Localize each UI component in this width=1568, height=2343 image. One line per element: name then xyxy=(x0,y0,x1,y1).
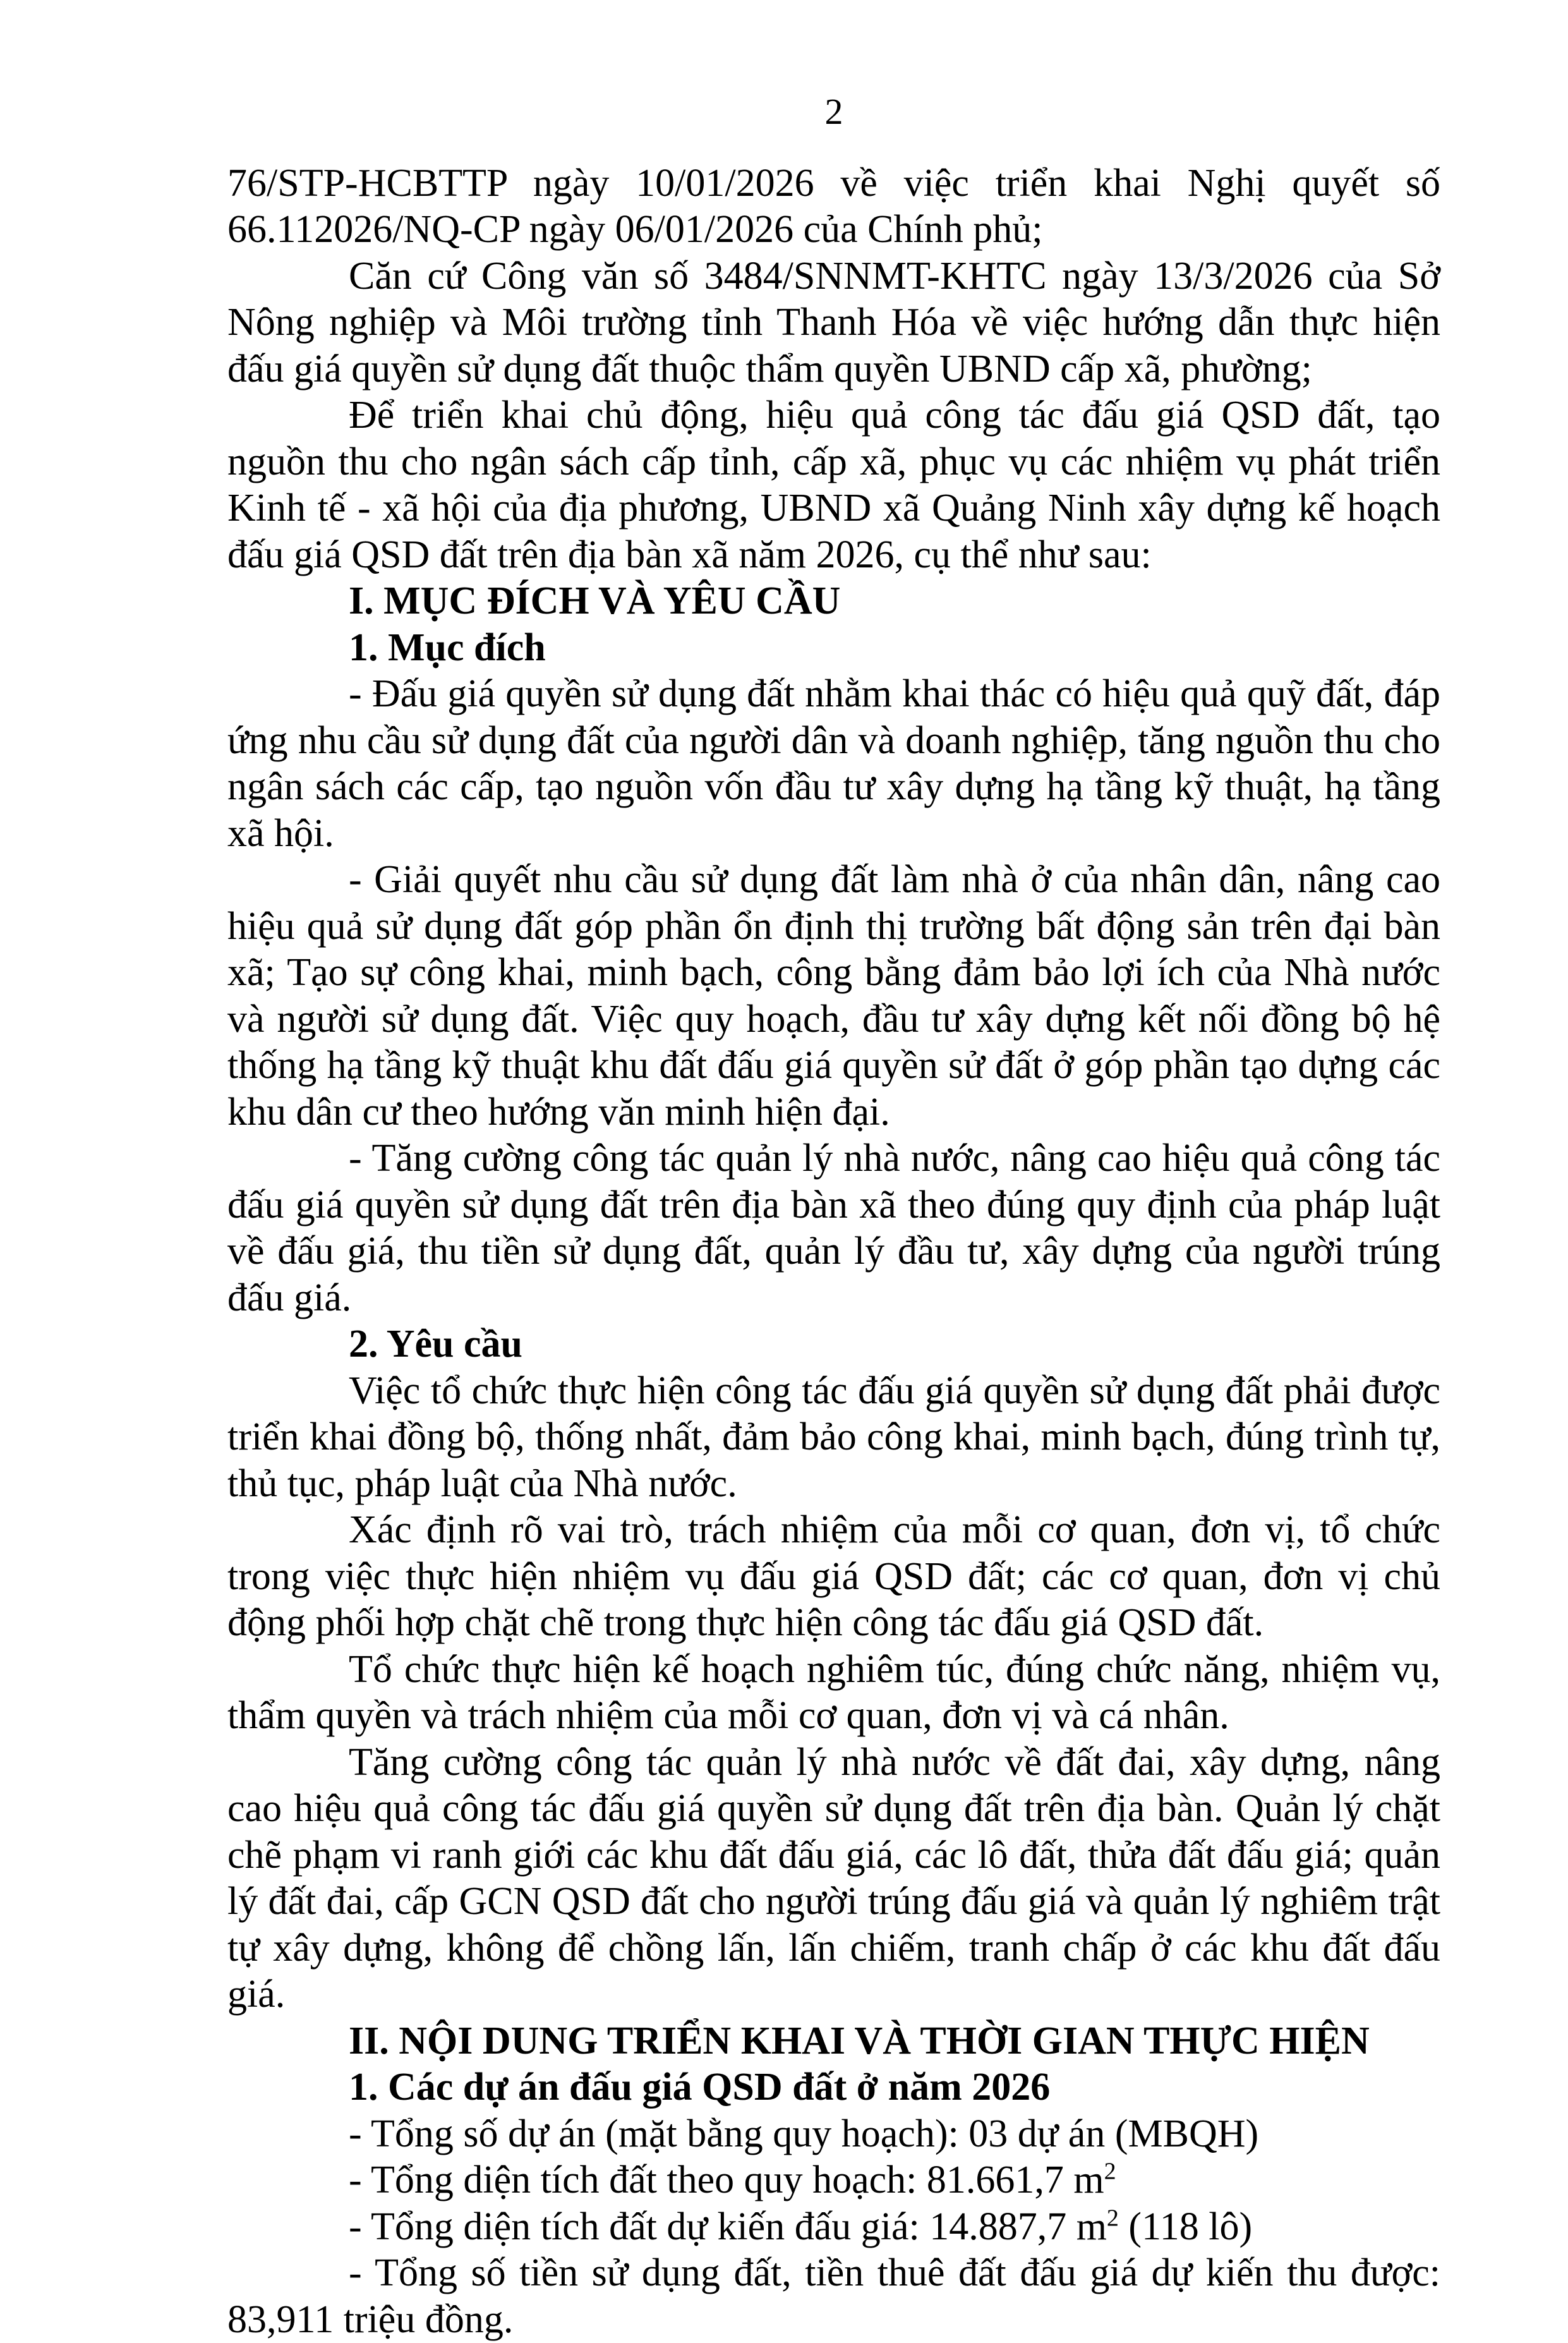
purpose-item: - Đấu giá quyền sử dụng đất nhằm khai thác có hiệu quả quỹ đất, đáp ứng nhu cầu sử dụng đất của người dân và doanh nghiệp, tăng nguồn thu cho ngân sách các cấp, tạo nguồn vốn đầu tư xây dựng hạ tầng kỹ thuật, hạ tầng xã hội. xyxy=(227,672,1440,855)
page-number: 2 xyxy=(824,91,843,132)
auction-area-unit-exponent: 2 xyxy=(1106,2204,1119,2231)
section-2-1-heading: 1. Các dự án đấu giá QSD đất ở năm 2026 xyxy=(349,2066,1051,2109)
section-1-heading: I. MỤC ĐÍCH VÀ YÊU CẦU xyxy=(349,579,841,622)
paragraph-purpose-intro: Để triển khai chủ động, hiệu quả công tác đấu giá QSD đất, tạo nguồn thu cho ngân sách cấp tỉnh, cấp xã, phục vụ các nhiệm vụ phát triển Kinh tế - xã hội của địa phương, UBND xã Quảng Ninh xây dựng kế hoạch đấu giá QSD đất trên địa bàn xã năm 2026, cụ thể như sau: xyxy=(227,394,1440,576)
auction-lot-count: (118 lô) xyxy=(1118,2205,1253,2248)
planned-area-line xyxy=(227,2157,1440,2204)
section-1-1-heading: 1. Mục đích xyxy=(349,626,546,669)
paragraph-legal-basis: Căn cứ Công văn số 3484/SNNMT-KHTC ngày 13/3/2026 của Sở Nông nghiệp và Môi trường tỉnh Thanh Hóa về việc hướng dẫn thực hiện đấu giá quyền sử dụng đất thuộc thẩm quyền UBND cấp xã, phường; xyxy=(227,254,1440,390)
requirement-item: Tăng cường công tác quản lý nhà nước về đất đai, xây dựng, nâng cao hiệu quả công tác đấu giá quyền sử dụng đất trên địa bàn. Quản lý chặt chẽ phạm vi ranh giới các khu đất đấu giá, các lô đất, thửa đất đấu giá; quản lý đất đai, cấp GCN QSD đất cho người trúng đấu giá và quản lý nghiêm trật tự xây dựng, không để chồng lấn, lấn chiếm, tranh chấp ở các khu đất đấu giá. xyxy=(227,1740,1440,2016)
requirement-item: Việc tổ chức thực hiện công tác đấu giá quyền sử dụng đất phải được triển khai đồng bộ, thống nhất, đảm bảo công khai, minh bạch, đúng trình tự, thủ tục, pháp luật của Nhà nước. xyxy=(227,1369,1440,1505)
document-page xyxy=(227,88,1440,2343)
section-2-heading: II. NỘI DUNG TRIỂN KHAI VÀ THỜI GIAN THỰC HIỆN xyxy=(349,2019,1370,2062)
section-1-2-heading: 2. Yêu cầu xyxy=(349,1323,522,1365)
auction-area-line xyxy=(227,2204,1440,2251)
requirement-item: Tổ chức thực hiện kế hoạch nghiêm túc, đúng chức năng, nhiệm vụ, thẩm quyền và trách nhiệm của mỗi cơ quan, đơn vị và cá nhân. xyxy=(227,1647,1440,1737)
expected-revenue-line: - Tổng số tiền sử dụng đất, tiền thuê đất đấu giá dự kiến thu được: 83,911 triệu đồng. xyxy=(227,2251,1440,2341)
planned-area-text: - Tổng diện tích đất theo quy hoạch: 81.661,7 m xyxy=(349,2158,1104,2201)
purpose-item: - Giải quyết nhu cầu sử dụng đất làm nhà ở của nhân dân, nâng cao hiệu quả sử dụng đất góp phần ổn định thị trường bất động sản trên đại bàn xã; Tạo sự công khai, minh bạch, công bằng đảm bảo lợi ích của Nhà nước và người sử dụng đất. Việc quy hoạch, đầu tư xây dựng kết nối đồng bộ hệ thống hạ tầng kỹ thuật khu đất đấu giá quyền sử đất ở góp phần tạo dựng các khu dân cư theo hướng văn minh hiện đại. xyxy=(227,858,1440,1134)
paragraph-continuation: 76/STP-HCBTTP ngày 10/01/2026 về việc triển khai Nghị quyết số 66.112026/NQ-CP ngày 06/01/2026 của Chính phủ; xyxy=(227,161,1440,251)
purpose-item: - Tăng cường công tác quản lý nhà nước, nâng cao hiệu quả công tác đấu giá quyền sử dụng đất trên địa bàn xã theo đúng quy định của pháp luật về đấu giá, thu tiền sử dụng đất, quản lý đầu tư, xây dựng của người trúng đấu giá. xyxy=(227,1137,1440,1319)
planned-area-unit-exponent: 2 xyxy=(1104,2158,1116,2185)
requirement-item: Xác định rõ vai trò, trách nhiệm của mỗi cơ quan, đơn vị, tổ chức trong việc thực hiện nhiệm vụ đấu giá QSD đất; các cơ quan, đơn vị chủ động phối hợp chặt chẽ trong thực hiện công tác đấu giá QSD đất. xyxy=(227,1508,1440,1644)
auction-area-text: - Tổng diện tích đất dự kiến đấu giá: 14.887,7 m xyxy=(349,2205,1107,2248)
project-count-line: - Tổng số dự án (mặt bằng quy hoạch): 03 dự án (MBQH) xyxy=(349,2112,1259,2155)
